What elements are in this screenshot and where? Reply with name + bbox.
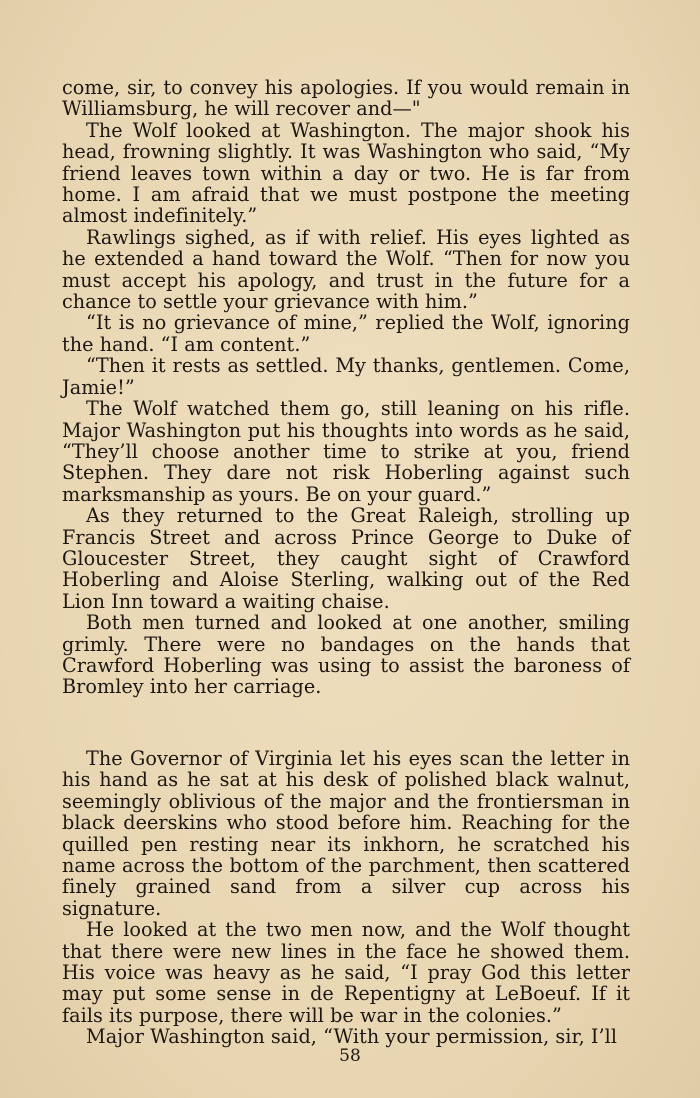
paragraph: He looked at the two men now, and the Wolf thought that there were new lines in the face he showed them. His voice was heavy as he said, “I pray God this letter may put some sense in de Repentigny at LeBoeuf. If it fails its purpose, there will be war in the colonies.” <box>62 918 630 1027</box>
paragraph: come, sir, to convey his apologies. If you would remain in Williamsburg, he will recover and—" <box>62 76 630 121</box>
paragraph: Both men turned and looked at one another, smiling grimly. There were no bandages on the hands that Crawford Hoberling was using to assist the baroness of Bromley into her carriage. <box>62 611 630 699</box>
paragraph: The Wolf looked at Washington. The major shook his head, frowning slightly. It was Washington who said, “My friend leaves town within a day or two. He is far from home. I am afraid that we must postpone the meeting almost indefinitely.” <box>62 118 630 228</box>
paragraph: “It is no grievance of mine,” replied the Wolf, ignoring the hand. “I am content.” <box>62 311 630 356</box>
paragraph: The Wolf watched them go, still leaning on his rifle. Major Washington put his thoughts into words as he said, “They’ll choose another time to strike at you, friend Stephen. They dare not risk Hoberling against such marksmanship as yours. Be on your guard.” <box>62 397 630 506</box>
paragraph: As they returned to the Great Raleigh, strolling up Francis Street and across Prince George to Duke of Gloucester Street, they caught sight of Crawford Hoberling and Aloise Sterling, walking out of the Red Lion Inn toward a waiting chaise. <box>62 504 630 613</box>
section-1 <box>62 77 630 698</box>
paragraph: Major Washington said, “With your permission, sir, I’ll <box>86 1025 618 1049</box>
paragraph: Rawlings sighed, as if with relief. His eyes lighted as he extended a hand toward the Wolf. “Then for now you must accept his apology, and trust in the future for a chance to settle your grievance with him.” <box>62 225 630 314</box>
paragraph: The Governor of Virginia let his eyes scan the letter in his hand as he sat at his desk of polished black walnut, seemingly oblivious of the major and the frontiersman in black deerskins who stood before him. Reaching for the quilled pen resting near its inkhorn, he scratched his name across the bottom of the parchment, then scattered finely grained sand from a silver cup across his signature. <box>62 747 630 920</box>
section-2 <box>62 748 630 1048</box>
page-number: 58 <box>339 1046 361 1066</box>
paragraph: “Then it rests as settled. My thanks, gentlemen. Come, Jamie!” <box>62 354 630 399</box>
